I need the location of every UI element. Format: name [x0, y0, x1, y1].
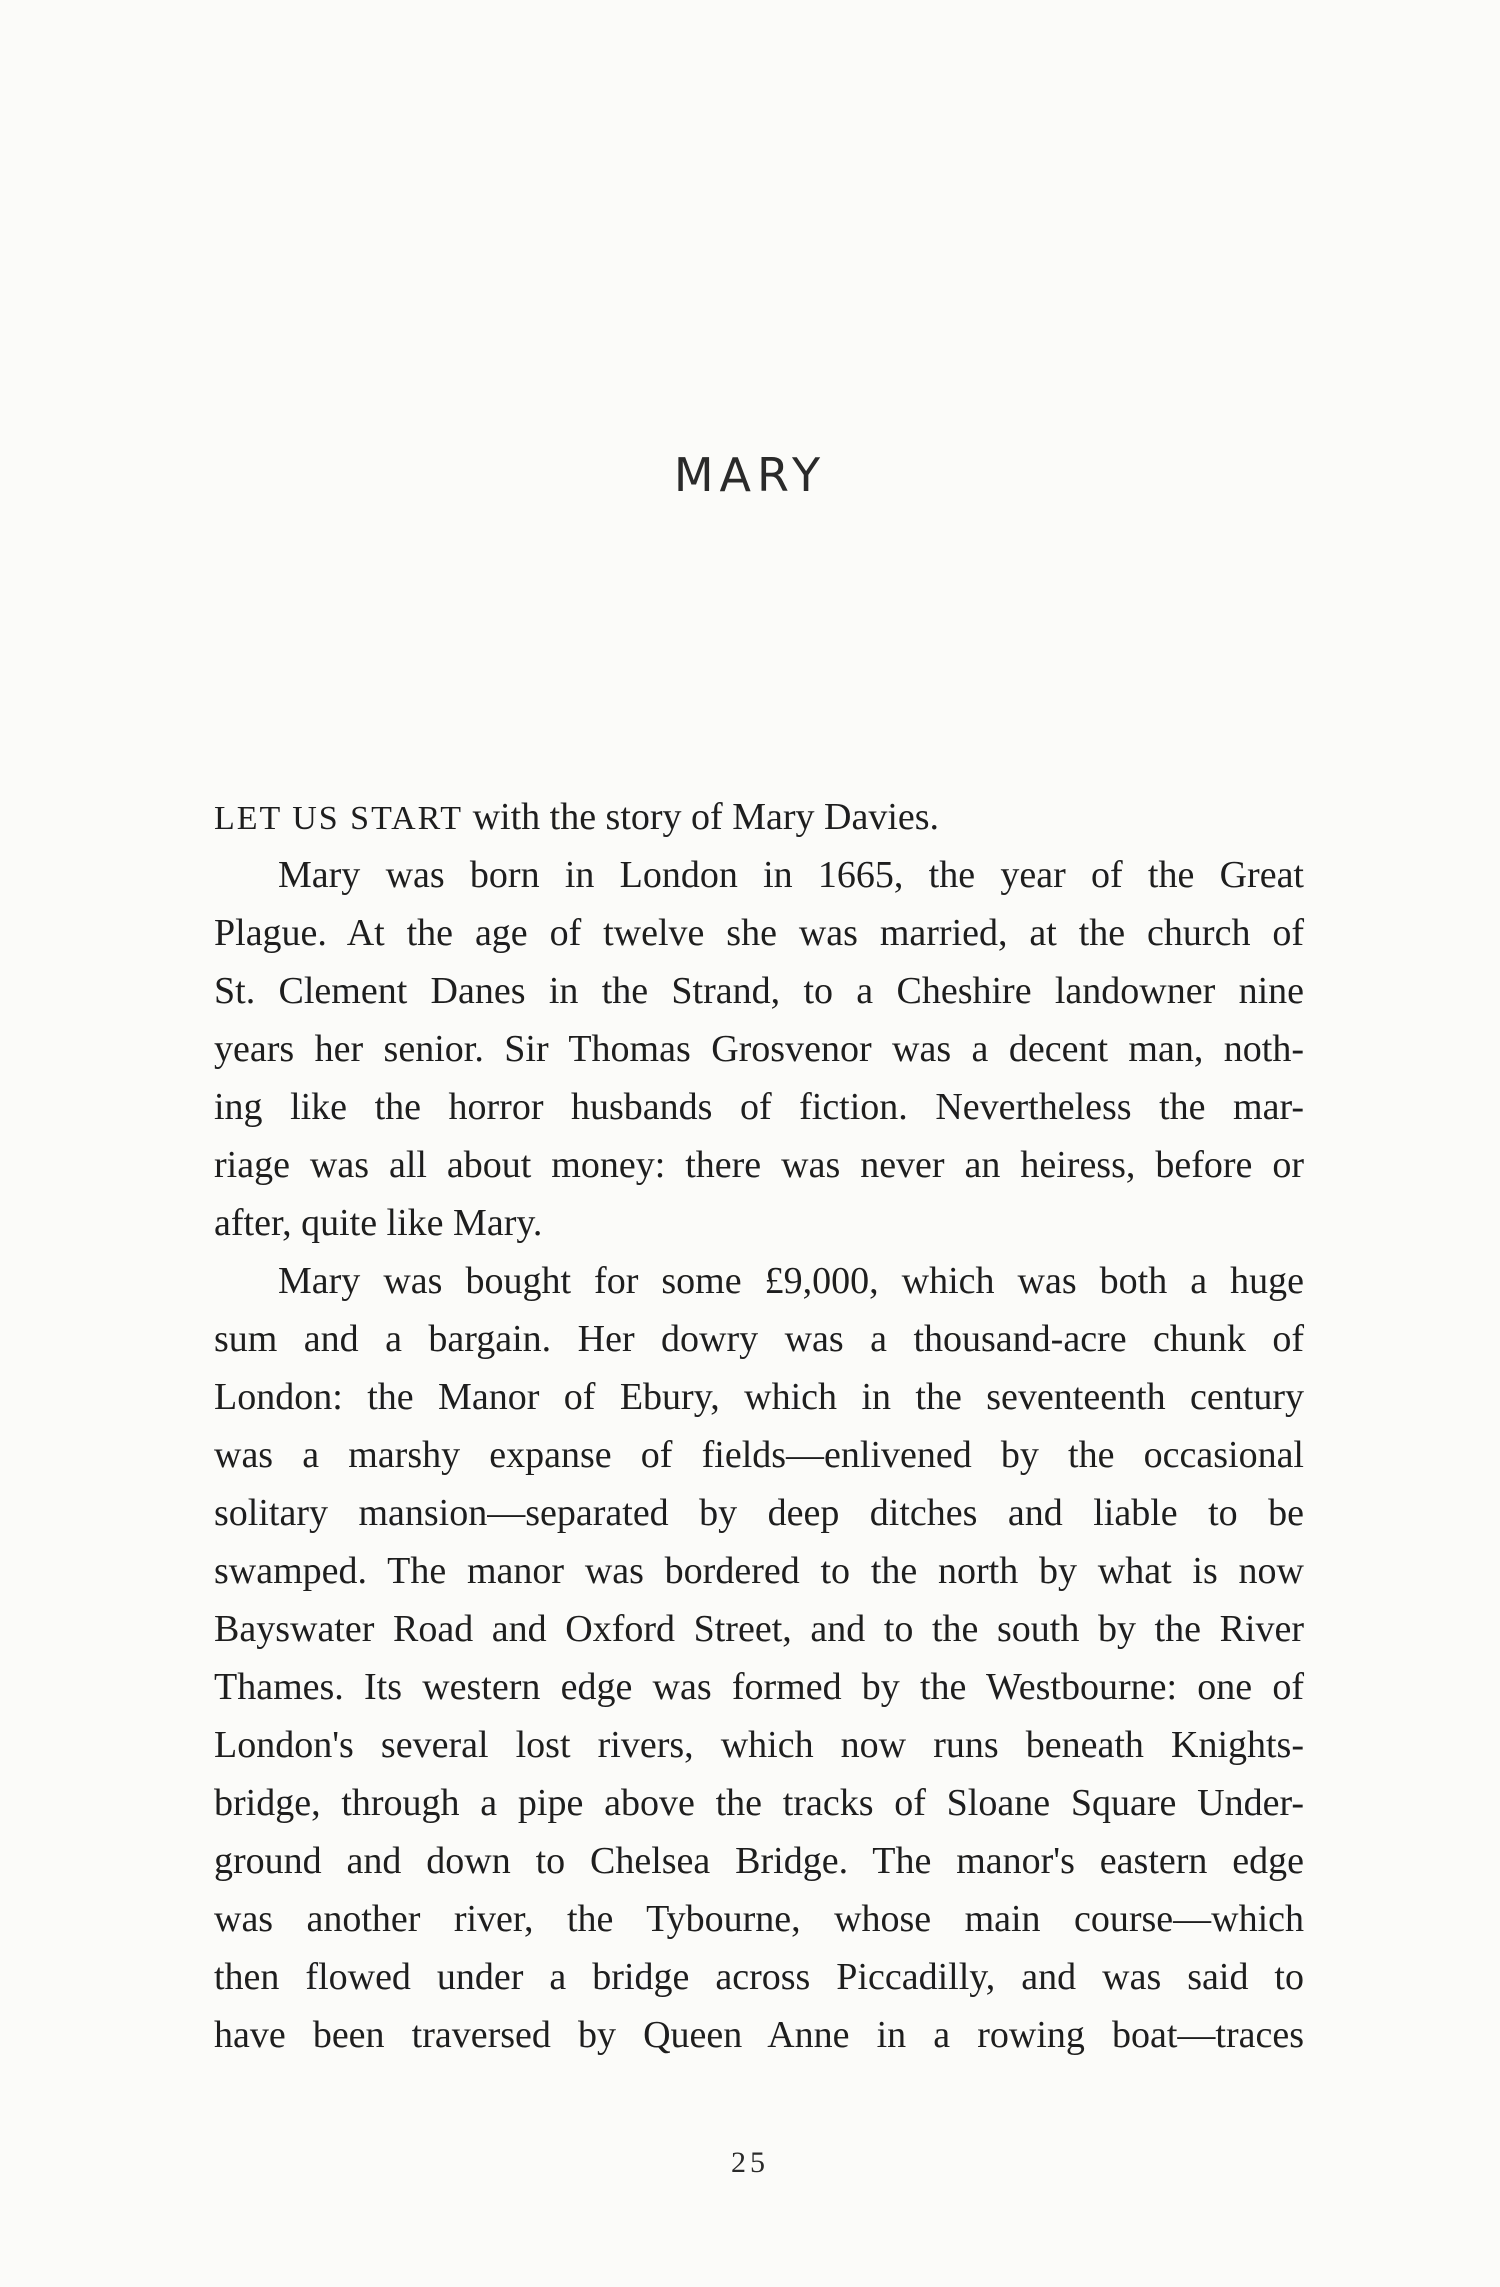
paragraph-2-line: years her senior. Sir Thomas Grosvenor was a decent man, noth- [214, 1028, 1304, 1070]
paragraph-3-line: London: the Manor of Ebury, which in the seventeenth century [214, 1376, 1304, 1418]
paragraph-2-line: ing like the horror husbands of fiction. Nevertheless the mar- [214, 1086, 1304, 1128]
paragraph-3-line: Bayswater Road and Oxford Street, and to the south by the River [214, 1608, 1304, 1650]
paragraph-2-line: St. Clement Danes in the Strand, to a Cheshire landowner nine [214, 970, 1304, 1012]
chapter-title: MARY [673, 448, 827, 502]
page-number: 25 [731, 2146, 769, 2179]
paragraph-3-line: solitary mansion—separated by deep ditches and liable to be [214, 1492, 1304, 1534]
paragraph-3-line: sum and a bargain. Her dowry was a thousand-acre chunk of [214, 1318, 1304, 1360]
paragraph-3-line: Mary was bought for some £9,000, which was both a huge [278, 1260, 1304, 1302]
paragraph-2-line: Plague. At the age of twelve she was married, at the church of [214, 912, 1304, 954]
paragraph-3-line: Thames. Its western edge was formed by the Westbourne: one of [214, 1666, 1304, 1708]
paragraph-3-line: ground and down to Chelsea Bridge. The manor's eastern edge [214, 1840, 1304, 1882]
paragraph-2-line: riage was all about money: there was never an heiress, before or [214, 1144, 1304, 1186]
body-text [214, 788, 1304, 2064]
paragraph-3-line: have been traversed by Queen Anne in a rowing boat—traces [214, 2014, 1304, 2056]
paragraph-3-line: then flowed under a bridge across Piccadilly, and was said to [214, 1956, 1304, 1998]
paragraph-3-line: bridge, through a pipe above the tracks of Sloane Square Under- [214, 1782, 1304, 1824]
paragraph-3-line: was another river, the Tybourne, whose main course—which [214, 1898, 1304, 1940]
paragraph-1-text: with the story of Mary Davies. [463, 796, 940, 838]
paragraph-2-line: after, quite like Mary. [214, 1202, 543, 1244]
lead-in-smallcaps: LET US START [214, 800, 464, 837]
paragraph-3-line: was a marshy expanse of fields—enlivened by the occasional [214, 1434, 1304, 1476]
paragraph-1-line [214, 788, 1304, 846]
paragraph-2-line: Mary was born in London in 1665, the year of the Great [278, 854, 1304, 896]
paragraph-3-line: London's several lost rivers, which now runs beneath Knights- [214, 1724, 1304, 1766]
paragraph-3-line: swamped. The manor was bordered to the north by what is now [214, 1550, 1304, 1592]
